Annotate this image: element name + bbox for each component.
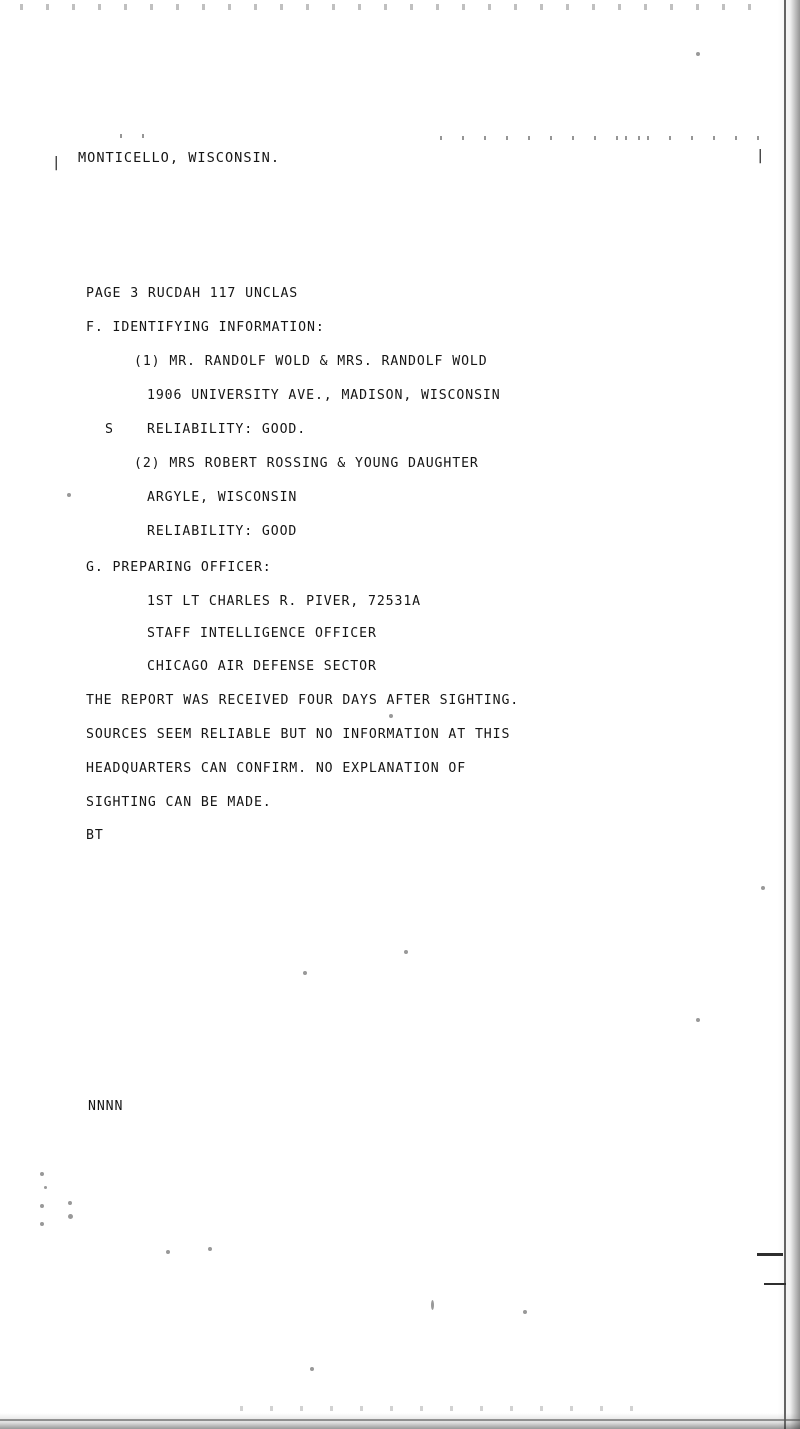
line-remark-4: SIGHTING CAN BE MADE. <box>86 795 272 810</box>
scan-speck-j <box>40 1204 44 1208</box>
line-remark-2: SOURCES SEEM RELIABLE BUT NO INFORMATION AT THIS <box>86 727 511 742</box>
line-officer-unit: CHICAGO AIR DEFENSE SECTOR <box>147 659 377 674</box>
scan-speck-f <box>696 1018 700 1022</box>
scan-speck-o <box>208 1247 212 1251</box>
scan-speck-i <box>44 1186 47 1189</box>
scan-speck-h <box>40 1172 44 1176</box>
line-section-f: F. IDENTIFYING INFORMATION: <box>86 320 325 335</box>
line-witness-2-name: (2) MRS ROBERT ROSSING & YOUNG DAUGHTER <box>134 456 479 471</box>
scan-speck-e <box>303 971 307 975</box>
scan-speck-g <box>389 714 393 718</box>
line-witness-1-reliability: RELIABILITY: GOOD. <box>147 422 307 437</box>
scan-speckle-top <box>20 4 760 10</box>
line-witness-1-address: 1906 UNIVERSITY AVE., MADISON, WISCONSIN <box>147 388 501 403</box>
scan-speck-c <box>761 886 765 890</box>
scan-speck-a <box>696 52 700 56</box>
scan-dotline-header <box>120 134 164 138</box>
scan-speck-m <box>68 1214 73 1219</box>
scan-speck-l <box>40 1222 44 1226</box>
scan-edge-right <box>778 0 800 1429</box>
line-officer-title: STAFF INTELLIGENCE OFFICER <box>147 626 377 641</box>
scan-speck-k <box>68 1201 72 1205</box>
scan-edge-bottom <box>0 1413 800 1429</box>
scan-edge-dash-lower <box>764 1283 786 1285</box>
line-officer-name: 1ST LT CHARLES R. PIVER, 72531A <box>147 594 422 609</box>
location-header: MONTICELLO, WISCONSIN. <box>78 150 281 166</box>
scan-dotline-upper-right <box>625 136 775 140</box>
scan-speckle-bottom <box>240 1406 660 1411</box>
line-witness-1-name: (1) MR. RANDOLF WOLD & MRS. RANDOLF WOLD <box>134 354 488 369</box>
footer-end-of-message: NNNN <box>88 1099 124 1114</box>
line-remark-3: HEADQUARTERS CAN CONFIRM. NO EXPLANATION OF <box>86 761 467 776</box>
scan-speck-r <box>431 1300 434 1310</box>
scan-speck-p <box>523 1310 527 1314</box>
scan-edge-dash-upper <box>757 1253 783 1256</box>
right-margin-tick: | <box>756 148 765 164</box>
scan-speck-d <box>404 950 408 954</box>
scan-speck-b <box>67 493 71 497</box>
scan-edge-right-line <box>784 0 786 1429</box>
line-remark-1: THE REPORT WAS RECEIVED FOUR DAYS AFTER SIGHTING. <box>86 693 520 708</box>
line-witness-2-reliability: RELIABILITY: GOOD <box>147 524 298 539</box>
scan-speck-n <box>166 1250 170 1254</box>
line-end-of-text: BT <box>86 828 104 843</box>
scan-speck-q <box>310 1367 314 1371</box>
line-page-ref: PAGE 3 RUCDAH 117 UNCLAS <box>86 286 299 301</box>
left-margin-tick: | <box>52 155 61 171</box>
scan-edge-bottom-line <box>0 1419 800 1421</box>
line-section-g: G. PREPARING OFFICER: <box>86 560 272 575</box>
line-witness-2-address: ARGYLE, WISCONSIN <box>147 490 298 505</box>
stray-letter-s: S <box>105 422 114 437</box>
